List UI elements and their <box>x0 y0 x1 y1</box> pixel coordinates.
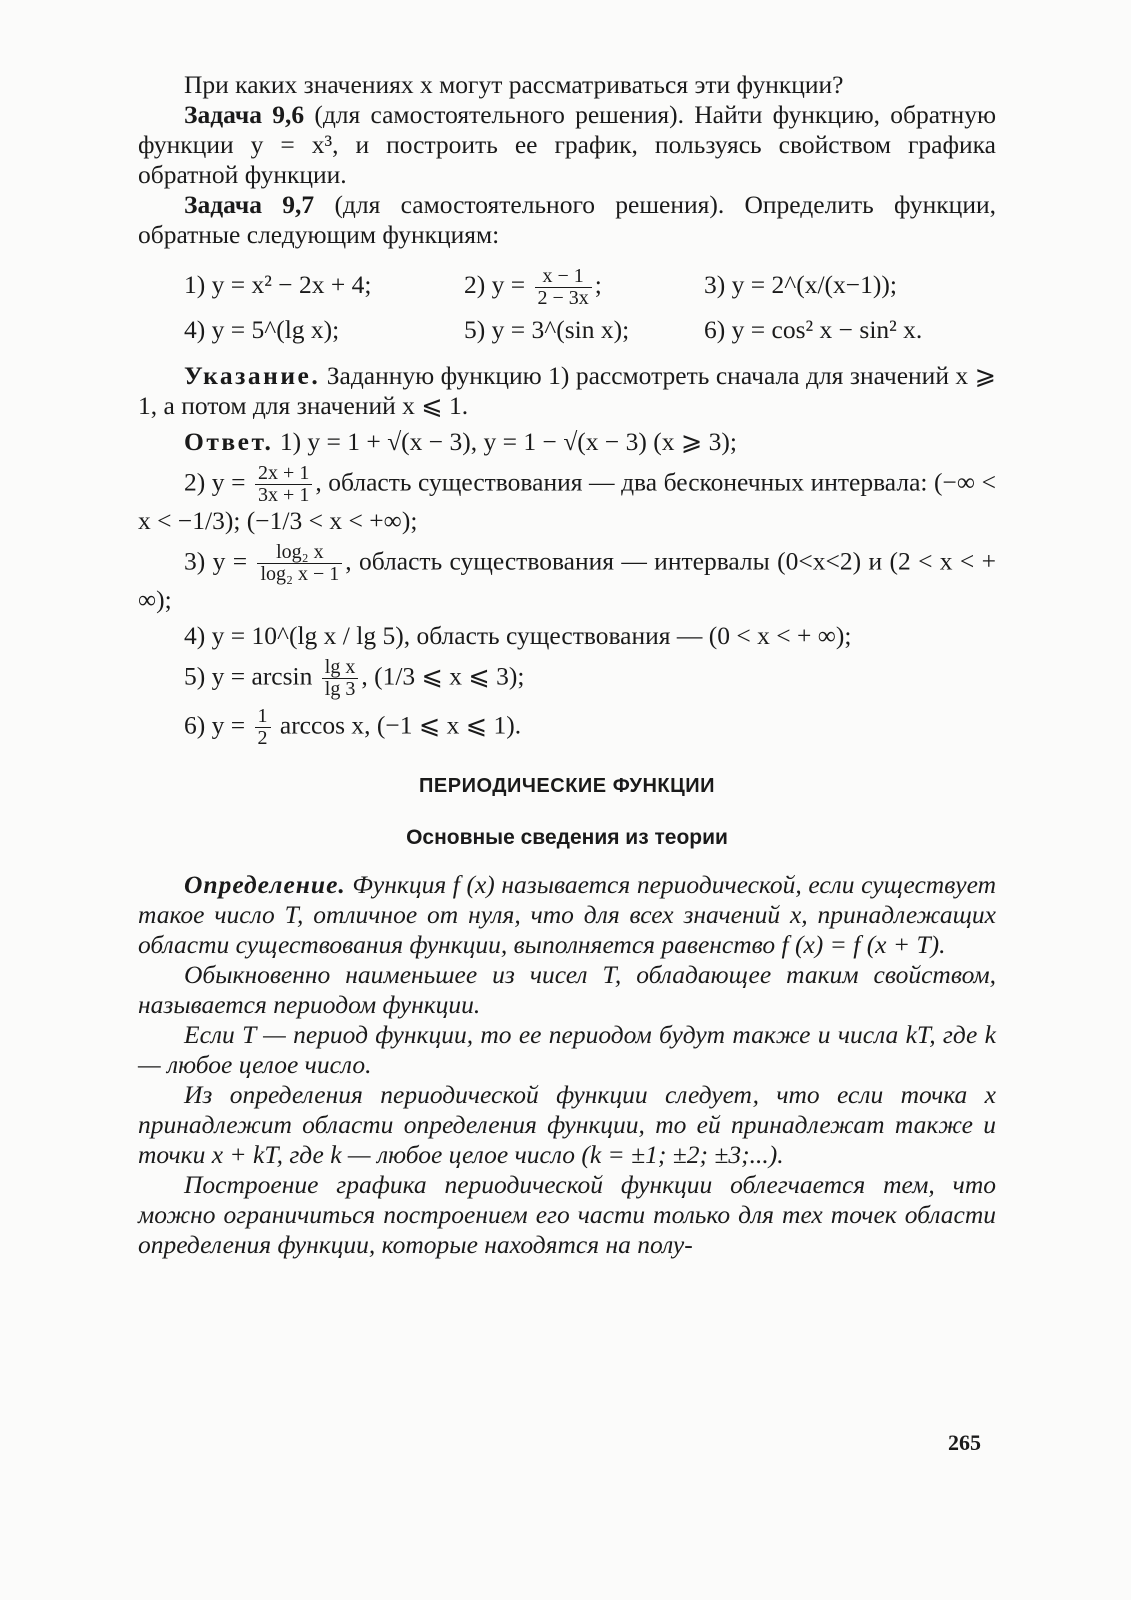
exercise-list <box>184 264 996 351</box>
task-9-6-label: Задача 9,6 <box>184 100 305 129</box>
answer-5-fraction <box>322 657 359 700</box>
answer-3 <box>138 542 996 615</box>
answer-2-denominator: 3x + 1 <box>258 483 310 506</box>
answer-6-text: arccos x, (−1 ⩽ x ⩽ 1). <box>279 710 522 739</box>
paragraph-4: Построение графика периодической функции облегчается тем, что можно ограничиться построением его части только для тех точек области определения функции, которые находятся на полу- <box>138 1169 996 1259</box>
paragraph-3: Из определения периодической функции следует, что если точка x принадлежит области определения функции, то ей принадлежат также и точки x + kT, где k — любое целое число (k = ±1; ±2; ±3;...). <box>138 1079 996 1169</box>
answer-1 <box>138 427 996 457</box>
task-9-6-text: (для самостоятельного решения). Найти функцию, обратную функции y = x³, и построить ее график, пользуясь свойством графика обратной функции. <box>138 100 996 189</box>
answer-2-fraction <box>255 463 312 506</box>
definition-text: Функция f (x) называется периодической, если существует такое число T, отличное от нуля, что для всех значений x, принадлежащих области существования функции, выполняется равенство f (x) = f (x + T). <box>138 869 996 959</box>
answer-6-denominator: 2 <box>257 726 268 749</box>
answer-5-text: , (1/3 ⩽ x ⩽ 3); <box>361 661 525 690</box>
task-9-7 <box>138 190 996 250</box>
paragraph-2: Если T — период функции, то ее периодом будут также и числа kT, где k — любое целое число. <box>138 1019 996 1079</box>
answer-3-fraction <box>257 542 342 585</box>
exercise-2: 2) y = $\frac{x - 1}{2 - 3x}$ ; <box>464 264 602 309</box>
answer-block <box>138 427 996 749</box>
answer-5 <box>138 657 996 700</box>
answer-1-text: 1) y = 1 + √(x − 3), y = 1 − √(x − 3) (x ⩾ 3); <box>279 426 737 456</box>
page-body <box>138 70 996 1260</box>
answer-5-numerator: lg x <box>322 657 359 679</box>
hint-text: Заданную функцию 1) рассмотреть сначала для значений x ⩾ 1, а потом для значений x ⩽ 1. <box>138 360 997 420</box>
answer-2-numerator: 2x + 1 <box>255 463 312 485</box>
answer-3-text: , область существования — интервалы (0<x<2) и (2 < x < + ∞); <box>138 546 997 614</box>
intro-line: При каких значениях x могут рассматриваться эти функции? <box>184 70 844 99</box>
answer-4: 4) y = 10^(lg x / lg 5), область существования — (0 < x < + ∞); <box>184 620 852 650</box>
definition <box>138 870 996 960</box>
answer-6 <box>138 706 996 749</box>
answer-6-prefix: 6) y = <box>184 710 246 739</box>
exercise-4: 4) y = 5^(lg x); <box>184 314 340 344</box>
answer-3-numerator: log₂ x <box>257 542 342 564</box>
definition-label: Определение. <box>184 869 346 899</box>
answer-2 <box>138 463 996 536</box>
answer-2-prefix: 2) y = <box>184 467 246 496</box>
exercise-5: 5) y = 3^(sin x); <box>464 314 630 344</box>
exercise-2-fraction <box>535 266 592 309</box>
task-9-7-text: (для самостоятельного решения). Определить функции, обратные следующим функциям: <box>138 190 996 249</box>
exercise-3: 3) y = 2^(x/(x−1)); <box>704 270 897 299</box>
exercise-2-prefix: 2) y = <box>464 270 526 299</box>
section-title: ПЕРИОДИЧЕСКИЕ ФУНКЦИИ <box>419 774 715 797</box>
hint-label: Указание. <box>184 360 321 390</box>
subsection-title: Основные сведения из теории <box>406 825 728 849</box>
task-9-6 <box>138 100 996 190</box>
answer-6-fraction <box>255 706 271 749</box>
exercise-2-denominator: 2 − 3x <box>537 286 589 309</box>
exercise-6: 6) y = cos² x − sin² x. <box>704 314 923 344</box>
answer-2-text: , область существования — два бесконечных интервала: (−∞ < x < −1/3); (−1/3 < x < +∞); <box>138 467 997 535</box>
page-number: 265 <box>948 1430 981 1455</box>
paragraph-1: Обыкновенно наименьшее из чисел T, обладающее таким свойством, называется периодом функции. <box>138 959 996 1019</box>
exercise-2-numerator: x − 1 <box>535 266 592 288</box>
answer-5-denominator: lg 3 <box>324 677 356 700</box>
answer-6-numerator: 1 <box>255 706 271 728</box>
exercise-1: 1) y = x² − 2x + 4; <box>184 270 372 299</box>
exercise-row-2 <box>184 309 996 351</box>
answer-5-prefix: 5) y = arcsin <box>184 661 313 690</box>
exercise-row-1 <box>184 264 996 309</box>
answer-label: Ответ. <box>184 426 274 456</box>
answer-3-denominator: log₂ x − 1 <box>260 562 340 585</box>
answer-3-prefix: 3) y = <box>184 546 248 575</box>
hint <box>138 361 996 421</box>
task-9-7-label: Задача 9,7 <box>184 190 315 219</box>
